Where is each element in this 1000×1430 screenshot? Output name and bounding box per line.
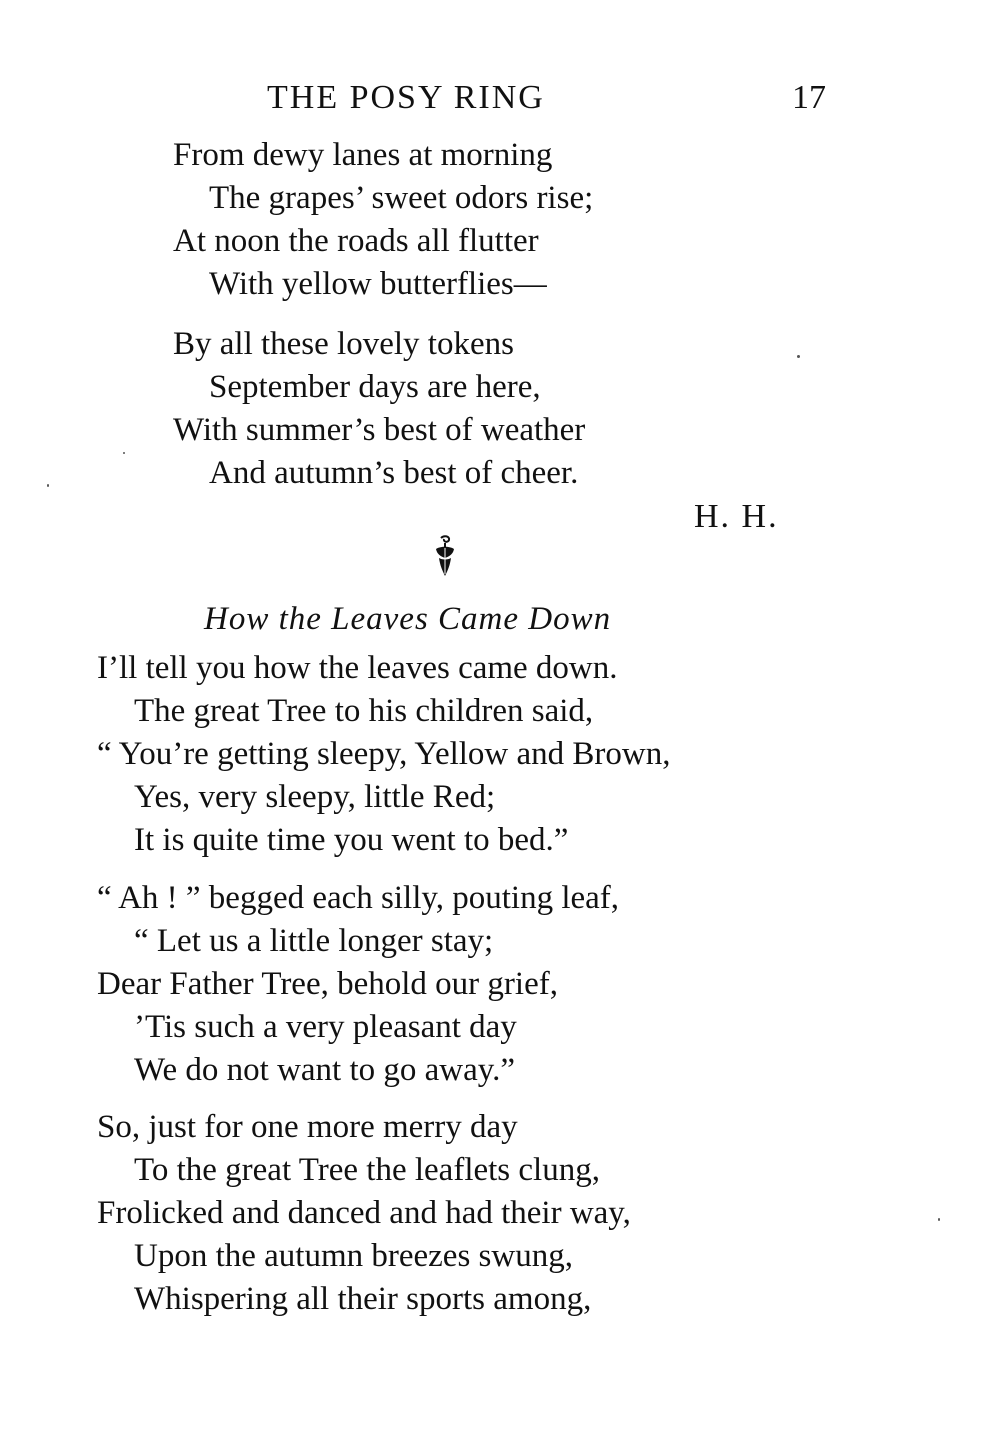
- poem-line: Frolicked and danced and had their way,: [97, 1195, 631, 1231]
- poem-line: The great Tree to his children said,: [134, 693, 594, 729]
- poem-line: And autumn’s best of cheer.: [209, 455, 579, 491]
- poem-line: It is quite time you went to bed.”: [134, 822, 569, 858]
- poem2-stanza-2: [97, 877, 619, 1092]
- poem-line: With summer’s best of weather: [173, 412, 586, 448]
- poem-line: “ Let us a little longer stay;: [134, 923, 494, 959]
- poem-line: From dewy lanes at morning: [173, 137, 553, 173]
- page-number: 17: [792, 79, 826, 116]
- poem-line: To the great Tree the leaflets clung,: [134, 1152, 600, 1188]
- scan-speck: [123, 452, 125, 454]
- poem-author-initials: H. H.: [694, 498, 779, 535]
- leaf-fleuron-icon: [432, 534, 458, 580]
- poem1-stanza-1: [173, 134, 593, 306]
- poem-line: Yes, very sleepy, little Red;: [134, 779, 496, 815]
- poem-line: “ Ah ! ” begged each silly, pouting leaf,: [97, 880, 620, 916]
- poem-line: I’ll tell you how the leaves came down.: [97, 650, 618, 686]
- poem-line: By all these lovely tokens: [173, 326, 514, 362]
- poem2-stanza-1: [97, 647, 671, 862]
- scan-speck: [797, 355, 800, 358]
- poem1-stanza-2: [173, 323, 585, 495]
- poem-line: Whispering all their sports among,: [134, 1281, 592, 1317]
- scan-speck: [47, 484, 49, 487]
- poem-line: So, just for one more merry day: [97, 1109, 518, 1145]
- poem-line: ’Tis such a very pleasant day: [134, 1009, 517, 1045]
- poem-line: The grapes’ sweet odors rise;: [209, 180, 594, 216]
- poem-line: Dear Father Tree, behold our grief,: [97, 966, 558, 1002]
- poem-line: With yellow butterflies—: [209, 266, 547, 302]
- poem-line: September days are here,: [209, 369, 541, 405]
- poem-title: How the Leaves Came Down: [204, 601, 612, 637]
- poem-line: Upon the autumn breezes swung,: [134, 1238, 573, 1274]
- poem2-stanza-3: [97, 1106, 631, 1321]
- running-head-title: THE POSY RING: [267, 79, 545, 116]
- poem-line: “ You’re getting sleepy, Yellow and Brown,: [97, 736, 671, 772]
- poem-line: We do not want to go away.”: [134, 1052, 516, 1088]
- scan-speck: [938, 1218, 940, 1221]
- poem-line: At noon the roads all flutter: [173, 223, 539, 259]
